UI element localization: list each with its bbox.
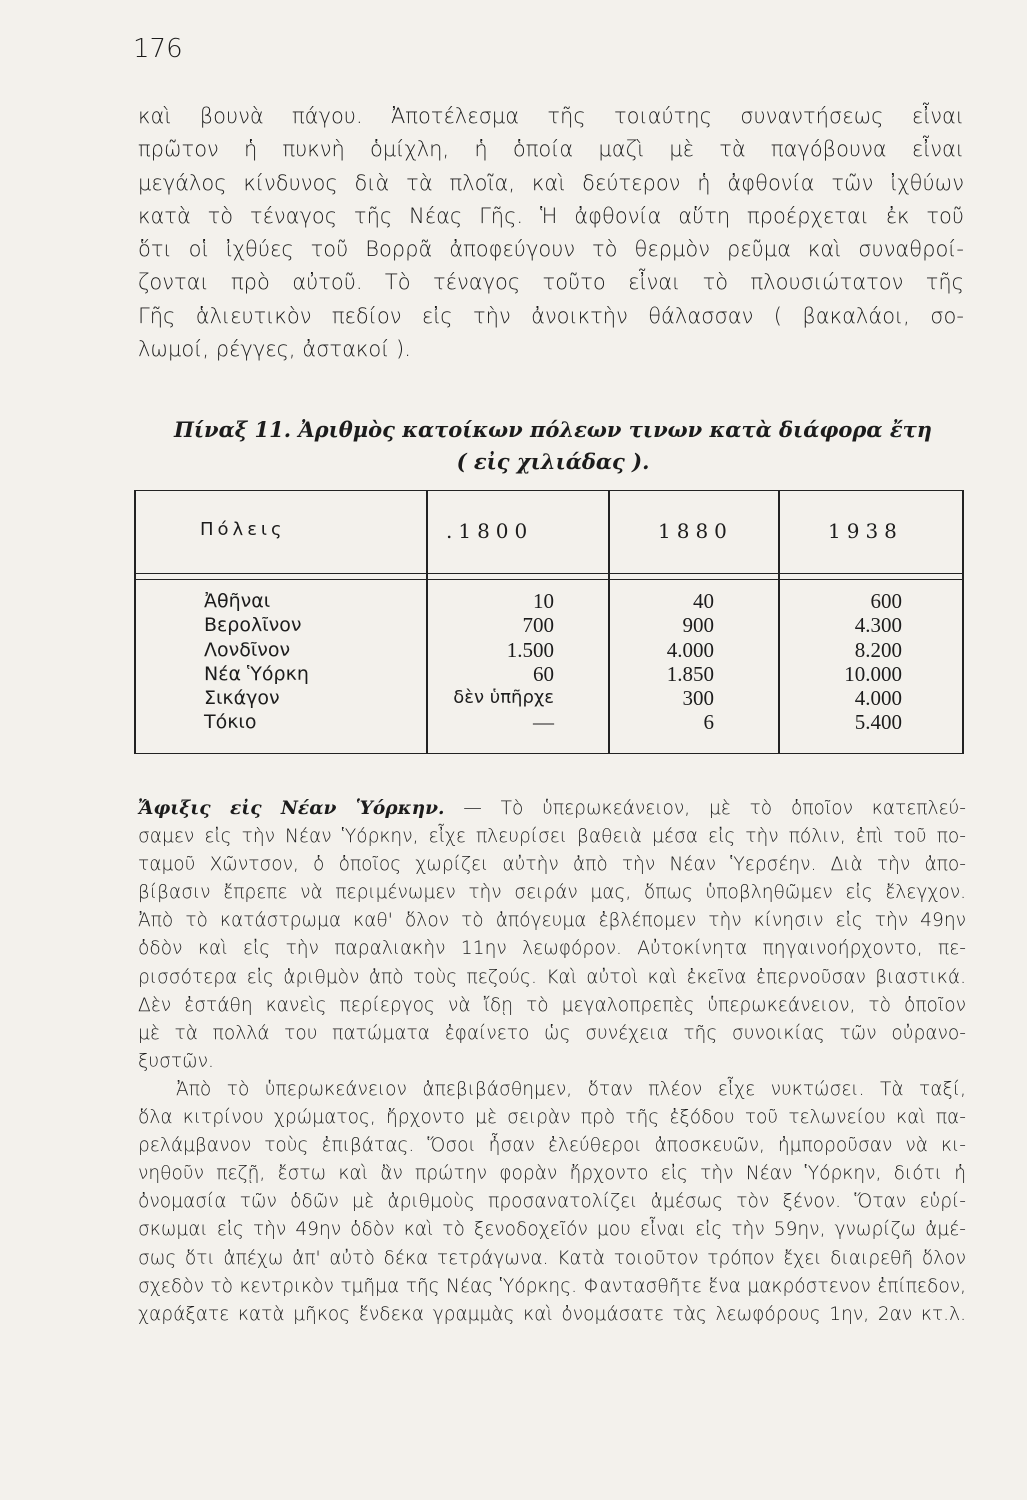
cell-value: 1.500 [506,637,554,662]
table-column-divider [426,491,428,753]
text-line: Ἀπὸ τὸ κατάστρωμα καθ' ὅλον τὸ ἀπόγευμα ἐβλέπομεν τὴν κίνησιν εἰς τὴν 49ην [138,910,966,932]
text-line: Δὲν ἐστάθη κανεὶς περίεργος νὰ ἴδῃ τὸ μεγαλοπρεπὲς ὑπερωκεάνειον, τὸ ὁποῖον [138,994,966,1016]
cell-value: 40 [693,589,714,613]
text-line-rest: — Τὸ ὑπερωκεάνειον, μὲ τὸ ὁποῖον κατεπλεύ- [463,798,966,819]
cell-value: δὲν ὑπῆρχε [453,687,554,709]
city-name: Νέα Ὑόρκη [204,662,309,685]
table-subtitle-line: ( εἰς χιλιάδας ). [456,449,650,474]
section-heading: Ἄφιξις εἰς Νέαν Ὑόρκην. [138,798,445,819]
city-name: Ἀθῆναι [204,590,271,612]
text-line: ὅλα κιτρίνου χρώματος, ἤρχοντο μὲ σειρὰν πρὸ τῆς ἐξόδου τοῦ τελωνείου καὶ πα- [138,1107,966,1129]
population-table [134,490,964,754]
text-line: ταμοῦ Χῶντσον, ὁ ὁποῖος χωρίζει αὐτὴν ἀπὸ τὴν Νέαν Ὑερσέην. Διὰ τὴν ἀπο- [138,854,966,876]
cell-value: 4.000 [666,637,714,662]
city-name: Σικάγον [204,687,280,710]
text-line: ζονται πρὸ αὐτοῦ. Τὸ τέναγος τοῦτο εἶναι τὸ πλουσιώτατον τῆς [138,270,964,295]
column-1938 [784,589,902,735]
table-title-line: Πίναξ 11. Ἀριθμὸς κατοίκων πόλεων τινων κατὰ διάφορα ἔτη [174,417,932,442]
header-cities: Πόλεις [200,519,286,540]
cell-value: 600 [870,589,902,613]
city-name: Λονδῖνον [204,638,291,661]
text-line: καὶ βουνὰ πάγου. Ἀποτέλεσμα τῆς τοιαύτης συναντήσεως εἶναι [138,104,964,128]
cell-value: 6 [703,710,714,735]
cell-value: 5.400 [854,710,902,735]
cell-value: — [533,710,554,735]
text-line: λωμοί, ρέγγες, ἀστακοί ). [138,337,411,362]
page-number: 176 [133,34,183,64]
arrival-section [138,795,966,1329]
cell-value: 4.000 [854,686,902,711]
text-line: Ἀπὸ τὸ ὑπερωκεάνειον ἀπεβιβάσθημεν, ὅταν πλέον εἶχε νυκτώσει. Τὰ ταξί, [176,1078,966,1100]
table-title [140,414,966,478]
table-header-rule [134,579,964,580]
text-line: σκωμαι εἰς τὴν 49ην ὁδὸν καὶ τὸ ξενοδοχεῖόν μου εἶναι εἰς τὴν 59ην, γνωρίζω ἀμέ- [138,1219,966,1241]
cell-value: 10.000 [844,661,902,686]
cell-value: 900 [682,613,714,638]
city-name: Βερολῖνον [204,614,302,637]
text-line: μὲ τὰ πολλά του πατώματα ἐφαίνετο ὡς συνέχεια τῆς συνοικίας τῶν οὐρανο- [138,1022,966,1044]
header-1800: .1800 [446,519,534,543]
table-border-right [962,491,964,753]
cell-value: 700 [522,613,554,638]
column-cities [204,589,309,735]
text-line: ρελάμβανον τοὺς ἐπιβάτας. Ὅσοι ἦσαν ἐλεύθεροι ἀποσκευῶν, ἠμποροῦσαν νὰ κι- [138,1135,966,1157]
text-line: σχεδὸν τὸ κεντρικὸν τμῆμα τῆς Νέας Ὑόρκης. Φαντασθῆτε ἕνα μακρόστενον ἐπίπεδον, [138,1275,966,1297]
cell-value: 1.850 [666,661,714,686]
city-name: Τόκιο [204,711,257,734]
cell-value: 4.300 [854,613,902,638]
text-line: μεγάλος κίνδυνος διὰ τὰ πλοῖα, καὶ δεύτερον ἡ ἀφθονία τῶν ἰχθύων [138,170,964,195]
text-line: σως ὅτι ἀπέχω ἀπ' αὐτὸ δέκα τετράγωνα. Κατὰ τοιοῦτον τρόπον ἔχει διαιρεθῆ ὅλον [138,1247,966,1269]
cell-value: 10 [533,589,554,613]
table-header-rule [134,573,964,574]
header-1938: 1938 [828,519,903,543]
table-column-divider [608,491,610,753]
text-line: ὁδὸν καὶ εἰς τὴν παραλιακὴν 11ην λεωφόρον. Αὐτοκίνητα πηγαινοήρχοντο, πε- [138,938,966,960]
text-line: σαμεν εἰς τὴν Νέαν Ὑόρκην, εἶχε πλευρίσει βαθειὰ μέσα εἰς τὴν πόλιν, ἐπὶ τοῦ πο- [138,826,966,848]
text-line: νηθοῦν πεζῇ, ἔστω καὶ ἂν πρώτην φορὰν ἤρχοντο εἰς τὴν Νέαν Ὑόρκην, διότι ἡ [138,1163,966,1185]
cell-value: 300 [682,686,714,711]
cell-value: 60 [533,661,554,686]
column-1800 [434,589,554,735]
text-line: ὀνομασία τῶν ὁδῶν μὲ ἀριθμοὺς προσανατολίζει ἀμέσως τὸν ξένον. Ὅταν εὑρί- [138,1191,966,1213]
table-column-divider [778,491,780,753]
text-line: κατὰ τὸ τέναγος τῆς Νέας Γῆς. Ἡ ἀφθονία αὕτη προέρχεται ἐκ τοῦ [138,203,964,228]
text-line: χαράξατε κατὰ μῆκος ἕνδεκα γραμμὰς καὶ ὀνομάσατε τὰς λεωφόρους 1ην, 2αν κτ.λ. [138,1303,966,1325]
text-line: ὅτι οἱ ἰχθύες τοῦ Βορρᾶ ἀποφεύγουν τὸ θερμὸν ρεῦμα καὶ συναθροί- [138,237,964,262]
table-border-left [134,491,136,753]
text-line: βίβασιν ἔπρεπε νὰ περιμένωμεν τὴν σειράν μας, ὅπως ὑποβληθῶμεν εἰς ἔλεγχον. [138,882,966,904]
intro-paragraph [138,100,964,366]
text-line [138,795,966,823]
column-1880 [614,589,714,735]
header-1880: 1880 [658,519,733,543]
text-line: ξυστῶν. [138,1050,214,1072]
cell-value: 8.200 [854,637,902,662]
text-line: Γῆς ἁλιευτικὸν πεδίον εἰς τὴν ἀνοικτὴν θάλασσαν ( βακαλάοι, σο- [138,303,964,328]
text-line: πρῶτον ἡ πυκνὴ ὁμίχλη, ἡ ὁποία μαζὶ μὲ τὰ παγόβουνα εἶναι [138,137,964,162]
text-line: ρισσότερα εἰς ἀριθμὸν ἀπὸ τοὺς πεζούς. Καὶ αὐτοὶ καὶ ἐκεῖνα ἐπερνοῦσαν βιαστικά. [138,966,966,988]
